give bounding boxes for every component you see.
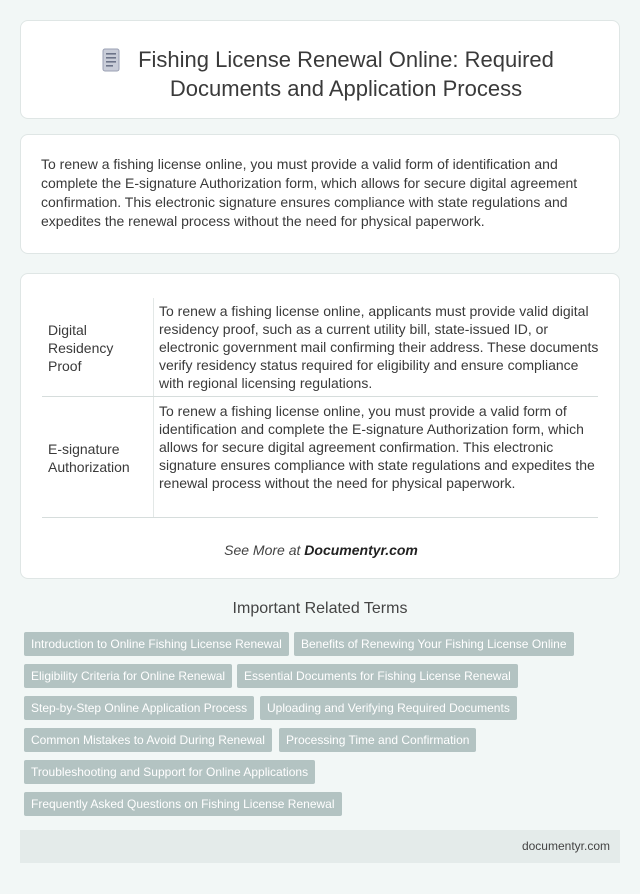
see-more-line [21, 542, 621, 558]
column-divider [153, 298, 154, 396]
related-terms-heading: Important Related Terms [232, 600, 408, 617]
footer-bar [20, 830, 620, 863]
table-row [42, 298, 598, 397]
intro-card [20, 134, 620, 254]
document-icon [101, 48, 121, 72]
related-term-tag[interactable]: Step-by-Step Online Application Process [24, 696, 254, 720]
table-row [42, 397, 598, 518]
related-term-tag[interactable]: Benefits of Renewing Your Fishing License Online [294, 632, 574, 656]
document-description: To renew a fishing license online, you must provide a valid form of identification and complete the E-signature Authorization form, which allows for secure digital agreement confirmation. This electronic signature ensures compliance with state regulations and expedites the renewal process without the need for physical paperwork. [159, 403, 595, 491]
document-term: Digital Residency Proof [48, 322, 114, 374]
related-term-tag[interactable]: Frequently Asked Questions on Fishing License Renewal [24, 792, 342, 816]
document-term: E-signature Authorization [48, 441, 130, 475]
related-term-tag[interactable]: Processing Time and Confirmation [279, 728, 476, 752]
related-term-tag[interactable]: Common Mistakes to Avoid During Renewal [24, 728, 272, 752]
documents-table-card [20, 273, 620, 579]
see-more-link[interactable]: Documentyr.com [304, 542, 418, 558]
see-more-prefix: See More at [224, 542, 301, 558]
intro-paragraph: To renew a fishing license online, you must provide a valid form of identification and complete the E-signature Authorization form, which allows for secure digital agreement confirmation. This electronic signature ensures compliance with state regulations and expedites the renewal process without the need for physical paperwork. [41, 156, 578, 229]
title-card [20, 20, 620, 119]
related-term-tag[interactable]: Eligibility Criteria for Online Renewal [24, 664, 232, 688]
footer-site-link[interactable]: documentyr.com [521, 839, 610, 853]
document-description: To renew a fishing license online, applicants must provide valid digital residency proof, such as a current utility bill, state-issued ID, or electronic government mail confirming their address. These documents verify residency status required for eligibility and ensure compliance with regional licensing regulations. [159, 303, 599, 391]
column-divider [153, 397, 154, 517]
related-term-tag[interactable]: Introduction to Online Fishing License Renewal [24, 632, 289, 656]
related-term-tag[interactable]: Essential Documents for Fishing License Renewal [237, 664, 518, 688]
page-title: Fishing License Renewal Online: Required Documents and Application Process [138, 47, 554, 101]
related-term-tag[interactable]: Troubleshooting and Support for Online Applications [24, 760, 315, 784]
related-term-tag[interactable]: Uploading and Verifying Required Documents [260, 696, 517, 720]
